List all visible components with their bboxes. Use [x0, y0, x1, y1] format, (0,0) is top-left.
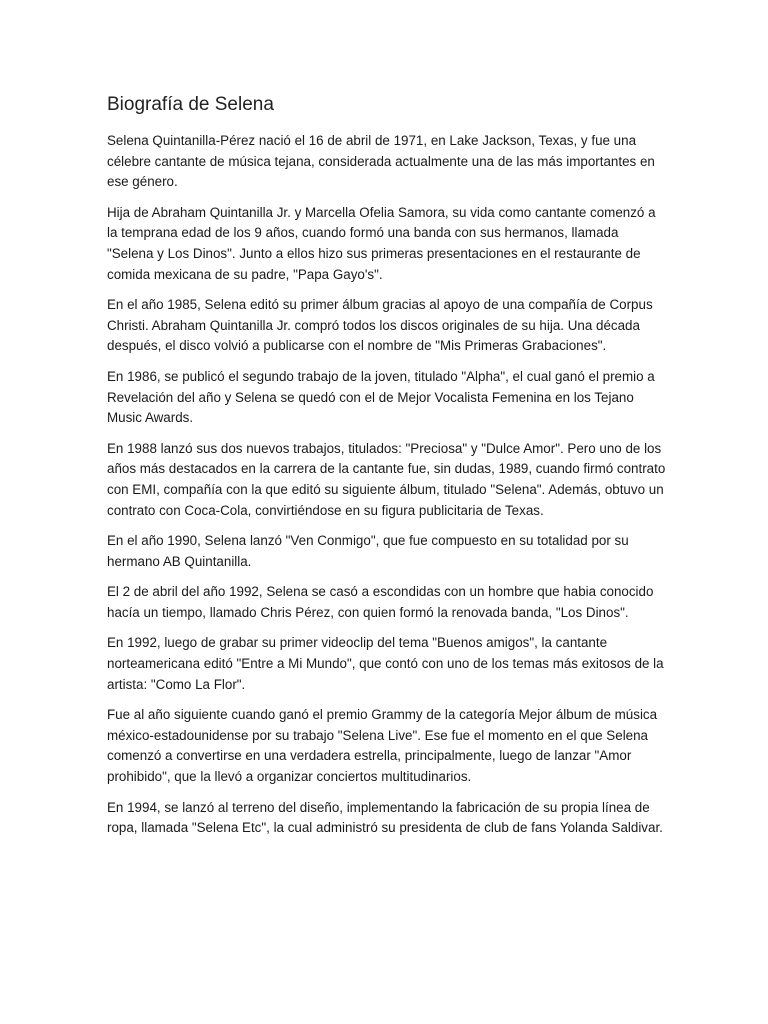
paragraph-5: En 1988 lanzó sus dos nuevos trabajos, titulados: "Preciosa" y "Dulce Amor". Pero uno de los años más destacados en la carrera de la cantante fue, sin dudas, 1989, cuando firmó contrato con EMI, compañía con la que editó su siguiente álbum, titulado "Selena". Además, obtuvo un contrato con Coca-Cola, convirtiéndose en su figura publicitaria de Texas. — [107, 440, 666, 518]
paragraph-4: En 1986, se publicó el segundo trabajo de la joven, titulado "Alpha", el cual ganó el premio a Revelación del año y Selena se quedó con el de Mejor Vocalista Femenina en los Tejano Music Awards. — [107, 368, 655, 426]
paragraph-8: En 1992, luego de grabar su primer videoclip del tema "Buenos amigos", la cantante norteamericana editó "Entre a Mi Mundo", que contó con uno de los temas más exitosos de la artista: "Como La Flor". — [107, 635, 664, 692]
document-title: Biografía de Selena — [107, 94, 274, 115]
paragraph-7: El 2 de abril del año 1992, Selena se casó a escondidas con un hombre que habia conocido hacía un tiempo, llamado Chris Pérez, con quien formó la renovada banda, "Los Dinos". — [107, 584, 654, 620]
paragraph-9: Fue al año siguiente cuando ganó el premio Grammy de la categoría Mejor álbum de música méxico-estadounidense por su trabajo "Selena Live". Ese fue el momento en el que Selena comenzó a convertirse en una verdadera estrella, principalmente, luego de lanzar "Amor prohibido", que la llevó a organizar conciertos multitudinarios. — [107, 707, 658, 785]
paragraph-1: Selena Quintanilla-Pérez nació el 16 de abril de 1971, en Lake Jackson, Texas, y fue una célebre cantante de música tejana, considerada actualmente una de las más importantes en ese género. — [107, 133, 655, 190]
paragraph-6: En el año 1990, Selena lanzó "Ven Conmigo", que fue compuesto en su totalidad por su hermano AB Quintanilla. — [107, 533, 629, 569]
paragraph-3: En el año 1985, Selena editó su primer álbum gracias al apoyo de una compañía de Corpus Christi. Abraham Quintanilla Jr. compró todos los discos originales de su hija. Una década después, el disco volvió a publicarse con el nombre de "Mis Primeras Grabaciones". — [107, 297, 653, 354]
paragraph-2: Hija de Abraham Quintanilla Jr. y Marcella Ofelia Samora, su vida como cantante comenzó a la temprana edad de los 9 años, cuando formó una banda con sus hermanos, llamada "Selena y Los Dinos". Junto a ellos hizo sus primeras presentaciones en el restaurante de comida mexicana de su padre, "Papa Gayo's". — [107, 204, 656, 282]
paragraph-10: En 1994, se lanzó al terreno del diseño, implementando la fabricación de su propia línea de ropa, llamada "Selena Etc", la cual administró su presidenta de club de fans Yolanda Saldivar. — [107, 799, 663, 836]
